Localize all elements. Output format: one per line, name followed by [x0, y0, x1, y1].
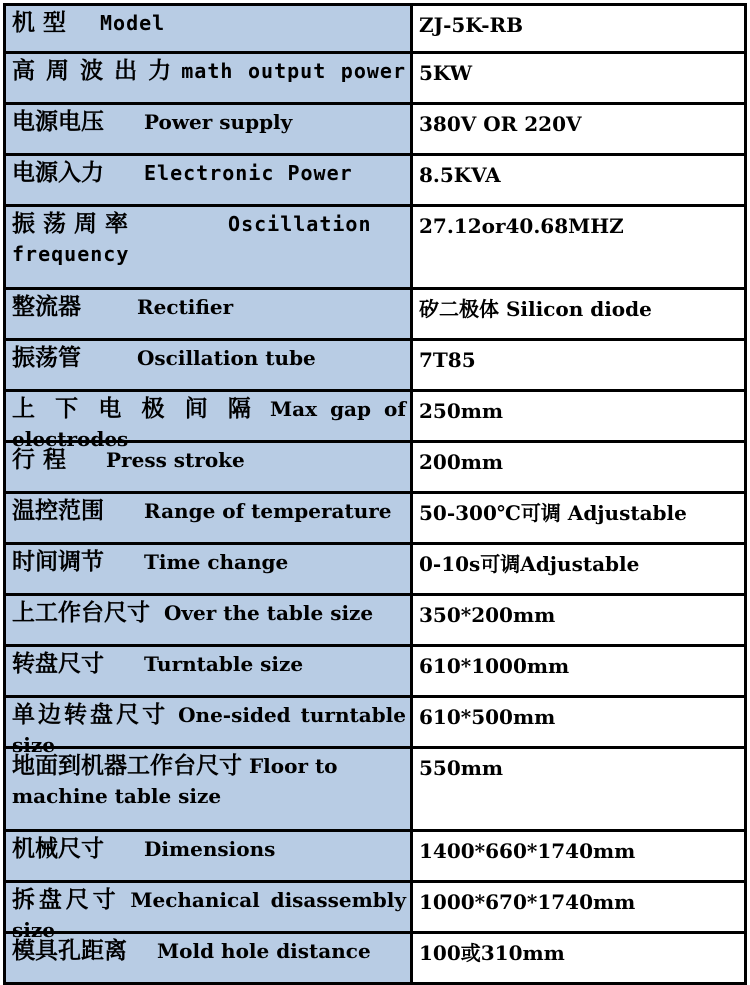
value-text: 1000*670*1740mm	[419, 890, 636, 914]
label-en: Model	[100, 11, 166, 35]
label-zh: 振 荡 周 率	[12, 211, 129, 237]
table-row	[5, 831, 746, 882]
value-cell	[412, 340, 746, 391]
value-cell	[412, 493, 746, 544]
label-en: Over the table size	[164, 601, 374, 625]
label-cell	[5, 289, 412, 340]
value-cell	[412, 391, 746, 442]
label-cell	[5, 646, 412, 697]
table-row	[5, 493, 746, 544]
value-cell	[412, 882, 746, 933]
label-en: Max gap of electrodes	[12, 397, 406, 451]
label-zh: 温控范围	[12, 498, 104, 524]
value-text: 550mm	[419, 756, 504, 780]
label-cell	[5, 544, 412, 595]
value-text: 610*1000mm	[419, 654, 570, 678]
table-row	[5, 697, 746, 748]
value-cell	[412, 933, 746, 984]
label-cell	[5, 155, 412, 206]
label-en: Electronic Power	[144, 161, 353, 185]
table-row	[5, 646, 746, 697]
label-zh: 上工作台尺寸	[12, 600, 150, 626]
label-zh: 高 周 波 出 力	[12, 58, 173, 84]
label-cell	[5, 493, 412, 544]
label-zh: 单边转盘尺寸	[12, 702, 169, 728]
label-zh: 整流器	[12, 294, 81, 320]
value-cell	[412, 748, 746, 831]
label-en: math output power	[181, 59, 407, 83]
label-en: Turntable size	[144, 652, 304, 676]
value-cell	[412, 289, 746, 340]
label-cell	[5, 831, 412, 882]
label-en: Oscillation frequency	[12, 212, 372, 266]
table-row	[5, 882, 746, 933]
label-zh: 机 型	[12, 10, 67, 36]
label-cell	[5, 104, 412, 155]
label-zh: 上 下 电 极 间 隔	[12, 396, 257, 422]
label-en: Range of temperature	[144, 499, 392, 523]
spec-table	[3, 3, 747, 985]
label-en: Floor to machine table size	[12, 754, 338, 808]
label-cell	[5, 882, 412, 942]
label-en: Mechanical disassembly size	[12, 888, 407, 942]
label-zh: 地面到机器工作台尺寸	[12, 753, 242, 779]
label-cell	[5, 206, 412, 289]
value-text: 50-300℃可调 Adjustable	[419, 501, 687, 525]
value-text: 1400*660*1740mm	[419, 839, 636, 863]
label-en: Mold hole distance	[157, 939, 371, 963]
label-en: Dimensions	[144, 837, 276, 861]
label-zh: 行 程	[12, 447, 67, 473]
label-en: Power supply	[144, 110, 293, 134]
value-cell	[412, 646, 746, 697]
value-text: 7T85	[419, 348, 476, 372]
table-row	[5, 206, 746, 289]
value-text: 610*500mm	[419, 705, 556, 729]
table-row	[5, 442, 746, 493]
label-zh: 振荡管	[12, 345, 81, 371]
label-en: Time change	[144, 550, 289, 574]
label-cell	[5, 748, 412, 831]
label-cell	[5, 442, 412, 493]
label-zh: 电源电压	[12, 109, 104, 135]
value-text: ZJ-5K-RB	[419, 13, 524, 37]
value-text: 250mm	[419, 399, 504, 423]
label-zh: 模具孔距离	[12, 938, 127, 964]
table-row	[5, 595, 746, 646]
label-cell	[5, 697, 412, 757]
value-cell	[412, 595, 746, 646]
value-text: 5KW	[419, 61, 473, 85]
table-row	[5, 104, 746, 155]
label-en: Oscillation tube	[137, 346, 316, 370]
label-zh: 转盘尺寸	[12, 651, 104, 677]
table-row	[5, 391, 746, 442]
value-text: 8.5KVA	[419, 163, 501, 187]
label-zh: 时间调节	[12, 549, 104, 575]
value-cell	[412, 544, 746, 595]
value-cell	[412, 442, 746, 493]
label-en: Press stroke	[106, 448, 245, 472]
value-cell	[412, 155, 746, 206]
table-row	[5, 289, 746, 340]
value-cell	[412, 104, 746, 155]
label-zh: 拆盘尺寸	[12, 887, 120, 913]
table-row	[5, 544, 746, 595]
value-text: 350*200mm	[419, 603, 556, 627]
label-zh: 电源入力	[12, 160, 104, 186]
table-row	[5, 53, 746, 104]
label-cell	[5, 933, 412, 984]
label-cell	[5, 391, 412, 451]
value-cell	[412, 5, 746, 53]
label-cell	[5, 53, 412, 104]
value-cell	[412, 697, 746, 748]
table-row	[5, 748, 746, 831]
label-cell	[5, 595, 412, 646]
table-row	[5, 933, 746, 984]
label-en: Rectifier	[137, 295, 234, 319]
label-cell	[5, 340, 412, 391]
value-cell	[412, 53, 746, 104]
value-text: 380V OR 220V	[419, 112, 582, 136]
table-row	[5, 5, 746, 53]
value-text: 27.12or40.68MHZ	[419, 214, 624, 238]
label-en: One-sided turntable size	[12, 703, 406, 757]
table-row	[5, 340, 746, 391]
label-zh: 机械尺寸	[12, 836, 104, 862]
value-text: 100或310mm	[419, 941, 565, 965]
value-cell	[412, 831, 746, 882]
value-text: 矽二极体 Silicon diode	[419, 297, 652, 321]
value-text: 200mm	[419, 450, 504, 474]
table-row	[5, 155, 746, 206]
value-cell	[412, 206, 746, 289]
label-cell	[5, 5, 412, 53]
value-text: 0-10s可调Adjustable	[419, 552, 640, 576]
